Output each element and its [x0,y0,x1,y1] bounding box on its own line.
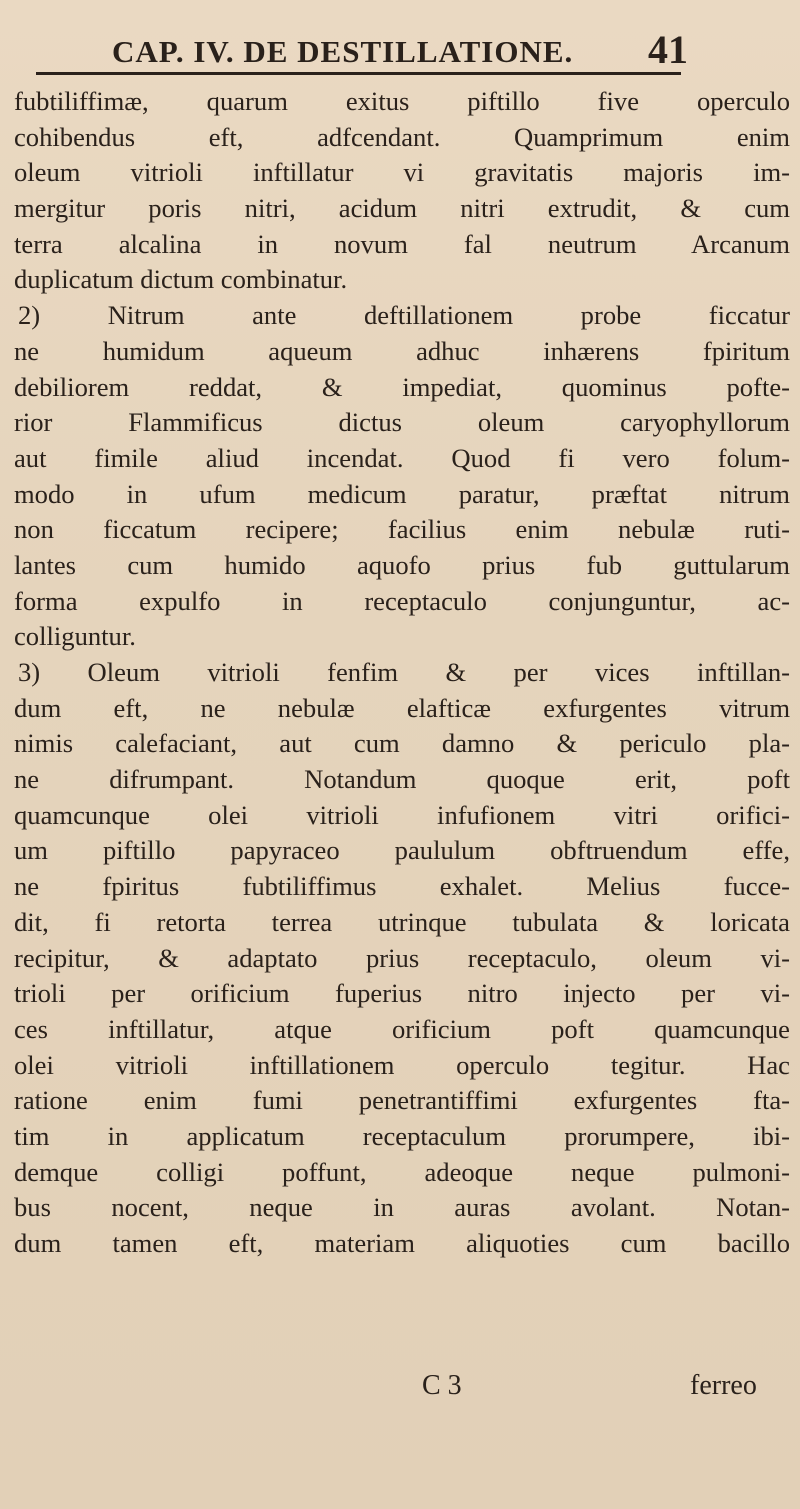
page-header [36,26,776,72]
text-line: aut fimile aliud incendat. Quod fi vero folum- [14,442,790,473]
text-line: terra alcalina in novum fal neutrum Arcanum [14,228,790,259]
text-line: um piftillo papyraceo paululum obftruendum effe, [14,835,790,866]
signature-mark: C 3 [422,1370,462,1401]
page-number: 41 [648,27,688,72]
text-line: dit, fi retorta terrea utrinque tubulata & loricata [14,906,790,937]
text-line: demque colligi poffunt, adeoque neque pulmoni- [14,1156,790,1187]
text-line: modo in ufum medicum paratur, præftat nitrum [14,478,790,509]
text-line: rior Flammificus dictus oleum caryophyllorum [14,407,790,438]
text-line: 3) Oleum vitrioli fenfim & per vices inftillan- [18,657,790,687]
text-line: colliguntur. [14,621,136,652]
text-line: olei vitrioli inftillationem operculo tegitur. Hac [14,1049,790,1080]
text-line: ne fpiritus fubtiliffimus exhalet. Melius fucce- [14,871,790,902]
text-line: cohibendus eft, adfcendant. Quamprimum enim [14,121,790,152]
running-title: CAP. IV. DE DESTILLATIONE. [112,34,574,69]
text-line: fubtiliffimæ, quarum exitus piftillo five operculo [14,86,790,116]
text-line: trioli per orificium fuperius nitro injecto per vi- [14,978,790,1009]
text-line: non ficcatum recipere; facilius enim nebulæ ruti- [14,514,790,545]
header-rule [36,72,681,75]
text-line: tim in applicatum receptaculum prorumpere, ibi- [14,1120,790,1151]
text-line: ratione enim fumi penetrantiffimi exfurgentes fta- [14,1085,790,1116]
text-line: dum eft, ne nebulæ elafticæ exfurgentes vitrum [14,692,790,723]
text-line: dum tamen eft, materiam aliquoties cum bacillo [14,1228,790,1258]
text-line: debiliorem reddat, & impediat, quominus pofte- [14,371,790,402]
text-line: oleum vitrioli inftillatur vi gravitatis majoris im- [14,157,790,188]
text-line: nimis calefaciant, aut cum damno & periculo pla- [14,728,790,759]
text-line: ne difrumpant. Notandum quoque erit, poft [14,764,790,795]
text-line: mergitur poris nitri, acidum nitri extrudit, & cum [14,193,790,224]
text-line: ne humidum aqueum adhuc inhærens fpiritum [14,335,790,366]
text-line: recipitur, & adaptato prius receptaculo, oleum vi- [14,942,790,973]
text-line: 2) Nitrum ante deftillationem probe ficcatur [18,300,790,331]
text-line: duplicatum dictum combinatur. [14,264,348,295]
catchword: ferreo [690,1370,757,1401]
page-footer [0,1370,800,1410]
text-line: ces inftillatur, atque orificium poft quamcunque [14,1013,790,1044]
text-line: forma expulfo in receptaculo conjunguntur, ac- [14,585,790,616]
text-line: quamcunque olei vitrioli infufionem vitri orifici- [14,799,790,830]
text-line: lantes cum humido aquofo prius fub guttularum [14,549,790,580]
body-text [14,84,790,1262]
text-line: bus nocent, neque in auras avolant. Notan- [14,1192,790,1223]
